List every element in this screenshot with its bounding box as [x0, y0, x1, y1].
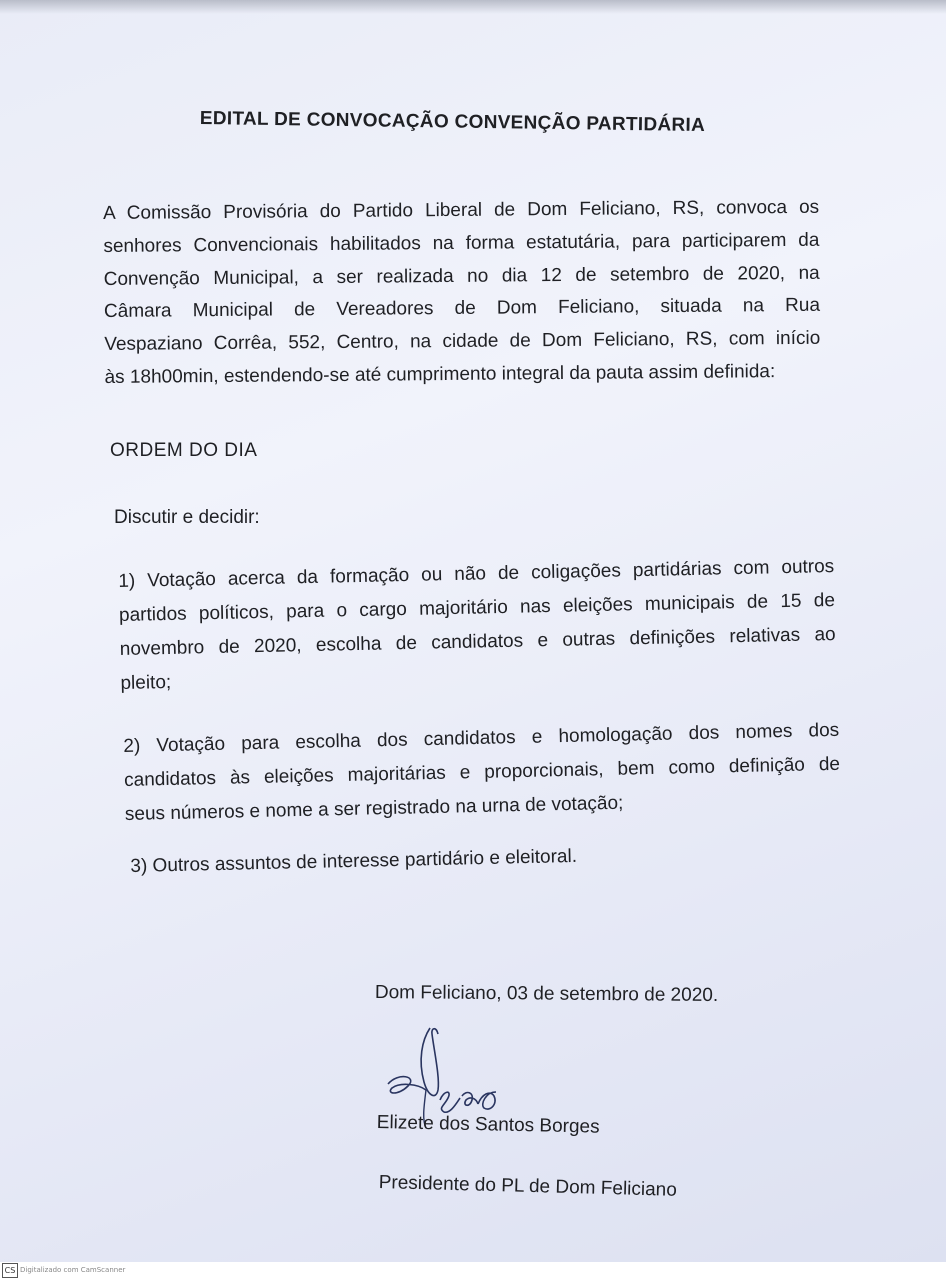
intro-paragraph	[103, 192, 821, 395]
scanner-footer	[0, 1262, 946, 1280]
scanner-watermark-text: Digitalizado com CamScanner	[20, 1266, 126, 1274]
intro-line: A Comissão Provisória do Partido Liberal de Dom Feliciano, RS, convoca os	[103, 196, 820, 224]
agenda-item-line: seus números e nome a ser registrado na urna de votação;	[124, 792, 624, 825]
agenda-item-line: novembro de 2020, escolha de candidatos e outras definições relativas ao	[119, 623, 836, 660]
agenda-item-line: candidatos às eleições majoritárias e proporcionais, bem como definição de	[123, 753, 841, 791]
discuss-label: Discutir e decidir:	[114, 507, 260, 528]
intro-line: Vespaziano Corrêa, 552, Centro, na cidade de Dom Feliciano, RS, com início	[104, 327, 821, 356]
document-title: EDITAL DE CONVOCAÇÃO CONVENÇÃO PARTIDÁRIA	[199, 108, 706, 137]
intro-line: Convenção Municipal, a ser realizada no dia 12 de setembro de 2020, na	[103, 262, 820, 290]
intro-line: Câmara Municipal de Vereadores de Dom Feliciano, situada na Rua	[103, 295, 821, 323]
agenda-item-3	[130, 839, 631, 884]
place-and-date: Dom Feliciano, 03 de setembro de 2020.	[374, 982, 719, 1006]
intro-line: às 18h00min, estendendo-se até cumprimento integral da pauta assim definida:	[104, 361, 776, 388]
agenda-item-2	[123, 714, 841, 832]
agenda-item-1	[118, 550, 837, 701]
agenda-item-line: 2) Votação para escolha dos candidatos e homologação dos nomes dos	[123, 719, 840, 757]
agenda-item-line: partidos políticos, para o cargo majoritário nas eleições municipais de 15 de	[118, 589, 836, 626]
agenda-item-line: 3) Outros assuntos de interesse partidário e eleitoral.	[130, 845, 578, 877]
agenda-heading: ORDEM DO DIA	[110, 440, 258, 461]
intro-line: senhores Convencionais habilitados na forma estatutária, para participarem da	[103, 229, 820, 257]
agenda-item-line: pleito;	[120, 671, 172, 694]
signer-name: Elizete dos Santos Borges	[376, 1112, 600, 1138]
agenda-item-line: 1) Votação acerca da formação ou não de coligações partidárias com outros	[118, 556, 835, 592]
signer-role: Presidente do PL de Dom Feliciano	[378, 1172, 678, 1201]
camscanner-logo-icon: CS	[2, 1263, 18, 1278]
